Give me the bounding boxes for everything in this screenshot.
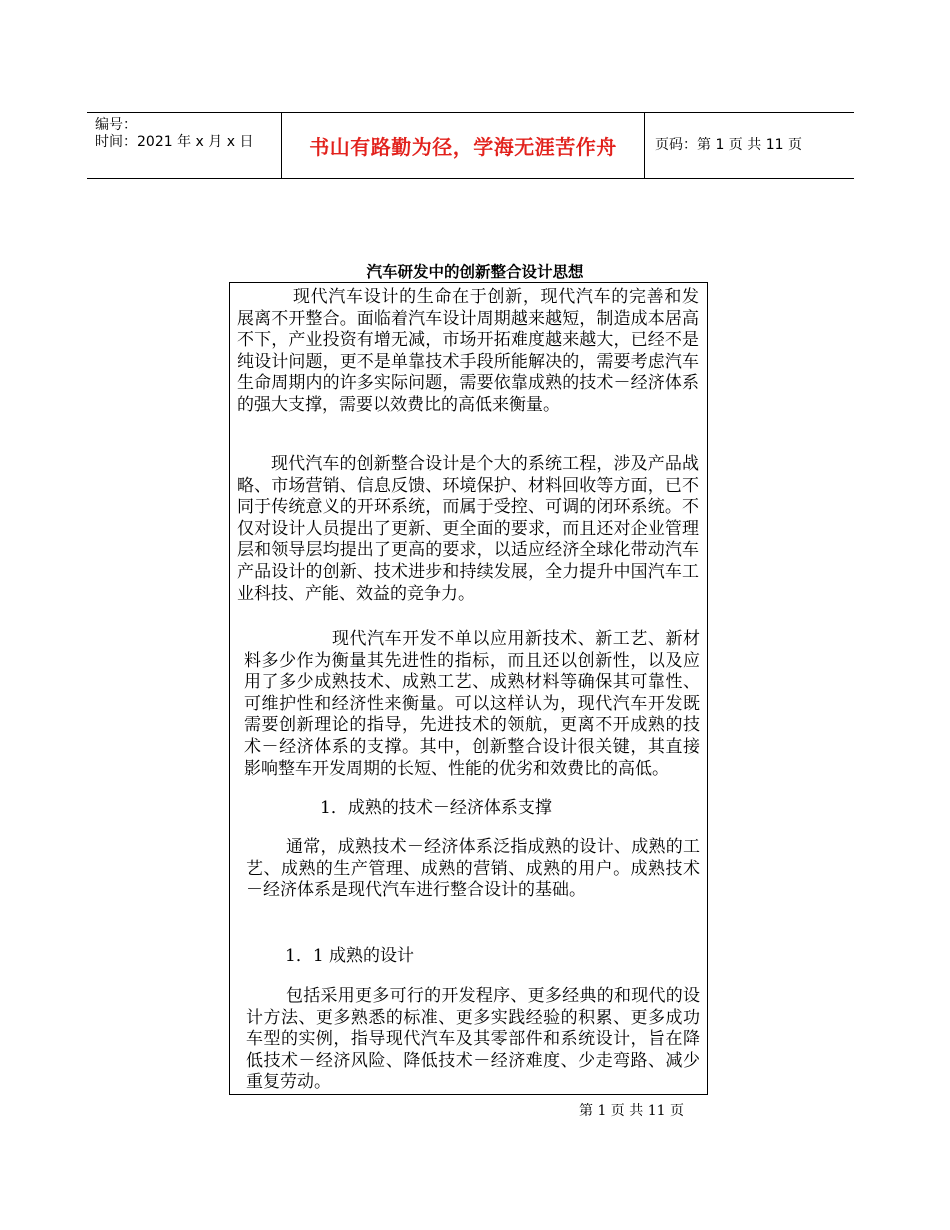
body-paragraph: 包括采用更多可行的开发程序、更多经典的和现代的设计方法、更多熟悉的标准、更多实践经验的积累、更多成功车型的实例，指导现代汽车及其零部件和系统设计，旨在降低技术－经济风险、降低技术－经济难度、少走弯路、减少重复劳动。 xyxy=(246,986,700,1093)
section-heading: 1．成熟的技术－经济体系支撑 xyxy=(320,798,552,818)
number-label: 编号： xyxy=(95,117,137,133)
body-paragraph: 现代汽车设计的生命在于创新，现代汽车的完善和发展离不开整合。面临着汽车设计周期越来越短，制造成本居高不下，产业投资有增无减，市场开拓难度越来越大，已经不是纯设计问题，更不是单靠技术手段所能解决的，需要考虑汽车生命周期内的许多实际问题，需要依靠成熟的技术－经济体系的强大支撑，需要以效费比的高低来衡量。 xyxy=(237,287,699,415)
time-label: 时间：2021 年 x 月 x 日 xyxy=(95,134,254,150)
subsection-heading: 1．1 成熟的设计 xyxy=(285,946,415,966)
header-meta-cell xyxy=(87,113,282,178)
header-motto-cell xyxy=(282,113,645,178)
body-paragraph: 现代汽车开发不单以应用新技术、新工艺、新材料多少作为衡量其先进性的指标，而且还以创新性，以及应用了多少成熟技术、成熟工艺、成熟材料等确保其可靠性、可维护性和经济性来衡量。可以这样认为，现代汽车开发既需要创新理论的指导，先进技术的领航，更离不开成熟的技术－经济体系的支撑。其中，创新整合设计很关键，其直接影响整车开发周期的长短、性能的优劣和效费比的高低。 xyxy=(244,629,700,779)
body-paragraph: 通常，成熟技术－经济体系泛指成熟的设计、成熟的工艺、成熟的生产管理、成熟的营销、成熟的用户。成熟技术－经济体系是现代汽车进行整合设计的基础。 xyxy=(246,837,700,901)
document-header xyxy=(87,112,854,179)
page-footer: 第 1 页 共 11 页 xyxy=(579,1103,684,1119)
document-title: 汽车研发中的创新整合设计思想 xyxy=(366,263,584,281)
header-page-cell xyxy=(645,113,854,178)
page-info: 页码：第 1 页 共 11 页 xyxy=(655,137,802,153)
motto-text: 书山有路勤为径，学海无涯苦作舟 xyxy=(309,135,617,159)
content-frame xyxy=(229,282,708,1095)
body-paragraph: 现代汽车的创新整合设计是个大的系统工程，涉及产品战略、市场营销、信息反馈、环境保护、材料回收等方面，已不同于传统意义的开环系统，而属于受控、可调的闭环系统。不仅对设计人员提出了更新、更全面的要求，而且还对企业管理层和领导层均提出了更高的要求，以适应经济全球化带动汽车产品设计的创新、技术进步和持续发展，全力提升中国汽车工业科技、产能、效益的竞争力。 xyxy=(237,454,699,604)
